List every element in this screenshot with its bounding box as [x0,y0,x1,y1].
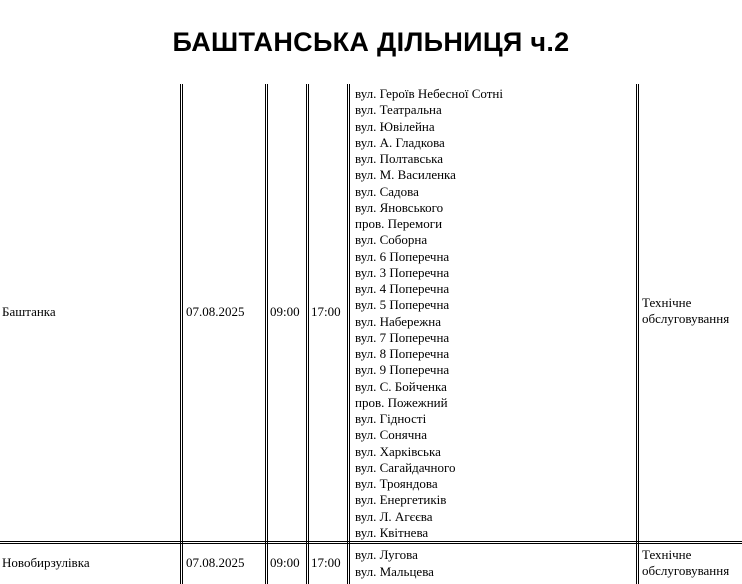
end-time-cell: 17:00 [311,304,341,319]
street-item: вул. С. Бойченка [355,378,447,394]
street-item: вул. 4 Поперечна [355,281,450,296]
street-item: вул. Соборна [355,232,428,248]
start-time-cell: 09:00 [270,304,300,319]
street-item: вул. Сонячна [355,427,427,443]
streets-list [355,547,434,580]
street-item: вул. Енергетиків [355,492,447,508]
street-item: вул. Героїв Небесної Сотні [355,86,503,101]
street-item: вул. Яновського [355,199,444,215]
street-item: вул. Харківська [355,443,441,459]
column-divider [180,84,183,584]
date-cell: 07.08.2025 [186,304,245,319]
purpose-cell: Технічне обслуговування [642,547,730,578]
street-item: вул. 8 Поперечна [355,346,450,361]
column-divider [636,84,639,584]
row-divider [0,541,742,544]
locality-cell: Новобирзулівка [2,555,90,570]
street-item: вул. 3 Поперечна [355,264,450,280]
street-item: вул. А. Гладкова [355,134,445,150]
street-item: вул. М. Василенка [355,167,456,183]
streets-list [355,86,503,541]
locality-cell: Баштанка [2,304,56,319]
street-item: вул. Лугова [355,547,418,562]
street-item: вул. Полтавська [355,151,444,166]
street-item: пров. Пожежний [355,394,448,410]
column-divider [306,84,309,584]
date-cell: 07.08.2025 [186,555,245,570]
street-item: вул. Сагайдачного [355,459,456,475]
column-divider [265,84,268,584]
street-item: вул. Трояндова [355,476,438,491]
street-item: вул. Садова [355,183,419,199]
street-item: вул. 9 Поперечна [355,362,450,378]
purpose-cell: Технічне обслуговування [642,295,730,326]
street-item: вул. Набережна [355,313,441,329]
street-item: вул. 7 Поперечна [355,329,450,345]
street-item: вул. Гідності [355,411,427,426]
street-item: вул. Л. Агєєва [355,508,433,524]
street-item: вул. 5 Поперечна [355,297,450,313]
street-item: вул. Ювілейна [355,118,435,134]
street-item: вул. Квітнева [355,524,429,540]
page-title: БАШТАНСЬКА ДІЛЬНИЦЯ ч.2 [172,27,570,57]
column-divider [347,84,350,584]
street-item: вул. Театральна [355,102,442,118]
start-time-cell: 09:00 [270,555,300,570]
end-time-cell: 17:00 [311,555,341,570]
street-item: вул. Мальцева [355,563,434,579]
street-item: пров. Перемоги [355,216,443,231]
street-item: вул. 6 Поперечна [355,248,450,264]
